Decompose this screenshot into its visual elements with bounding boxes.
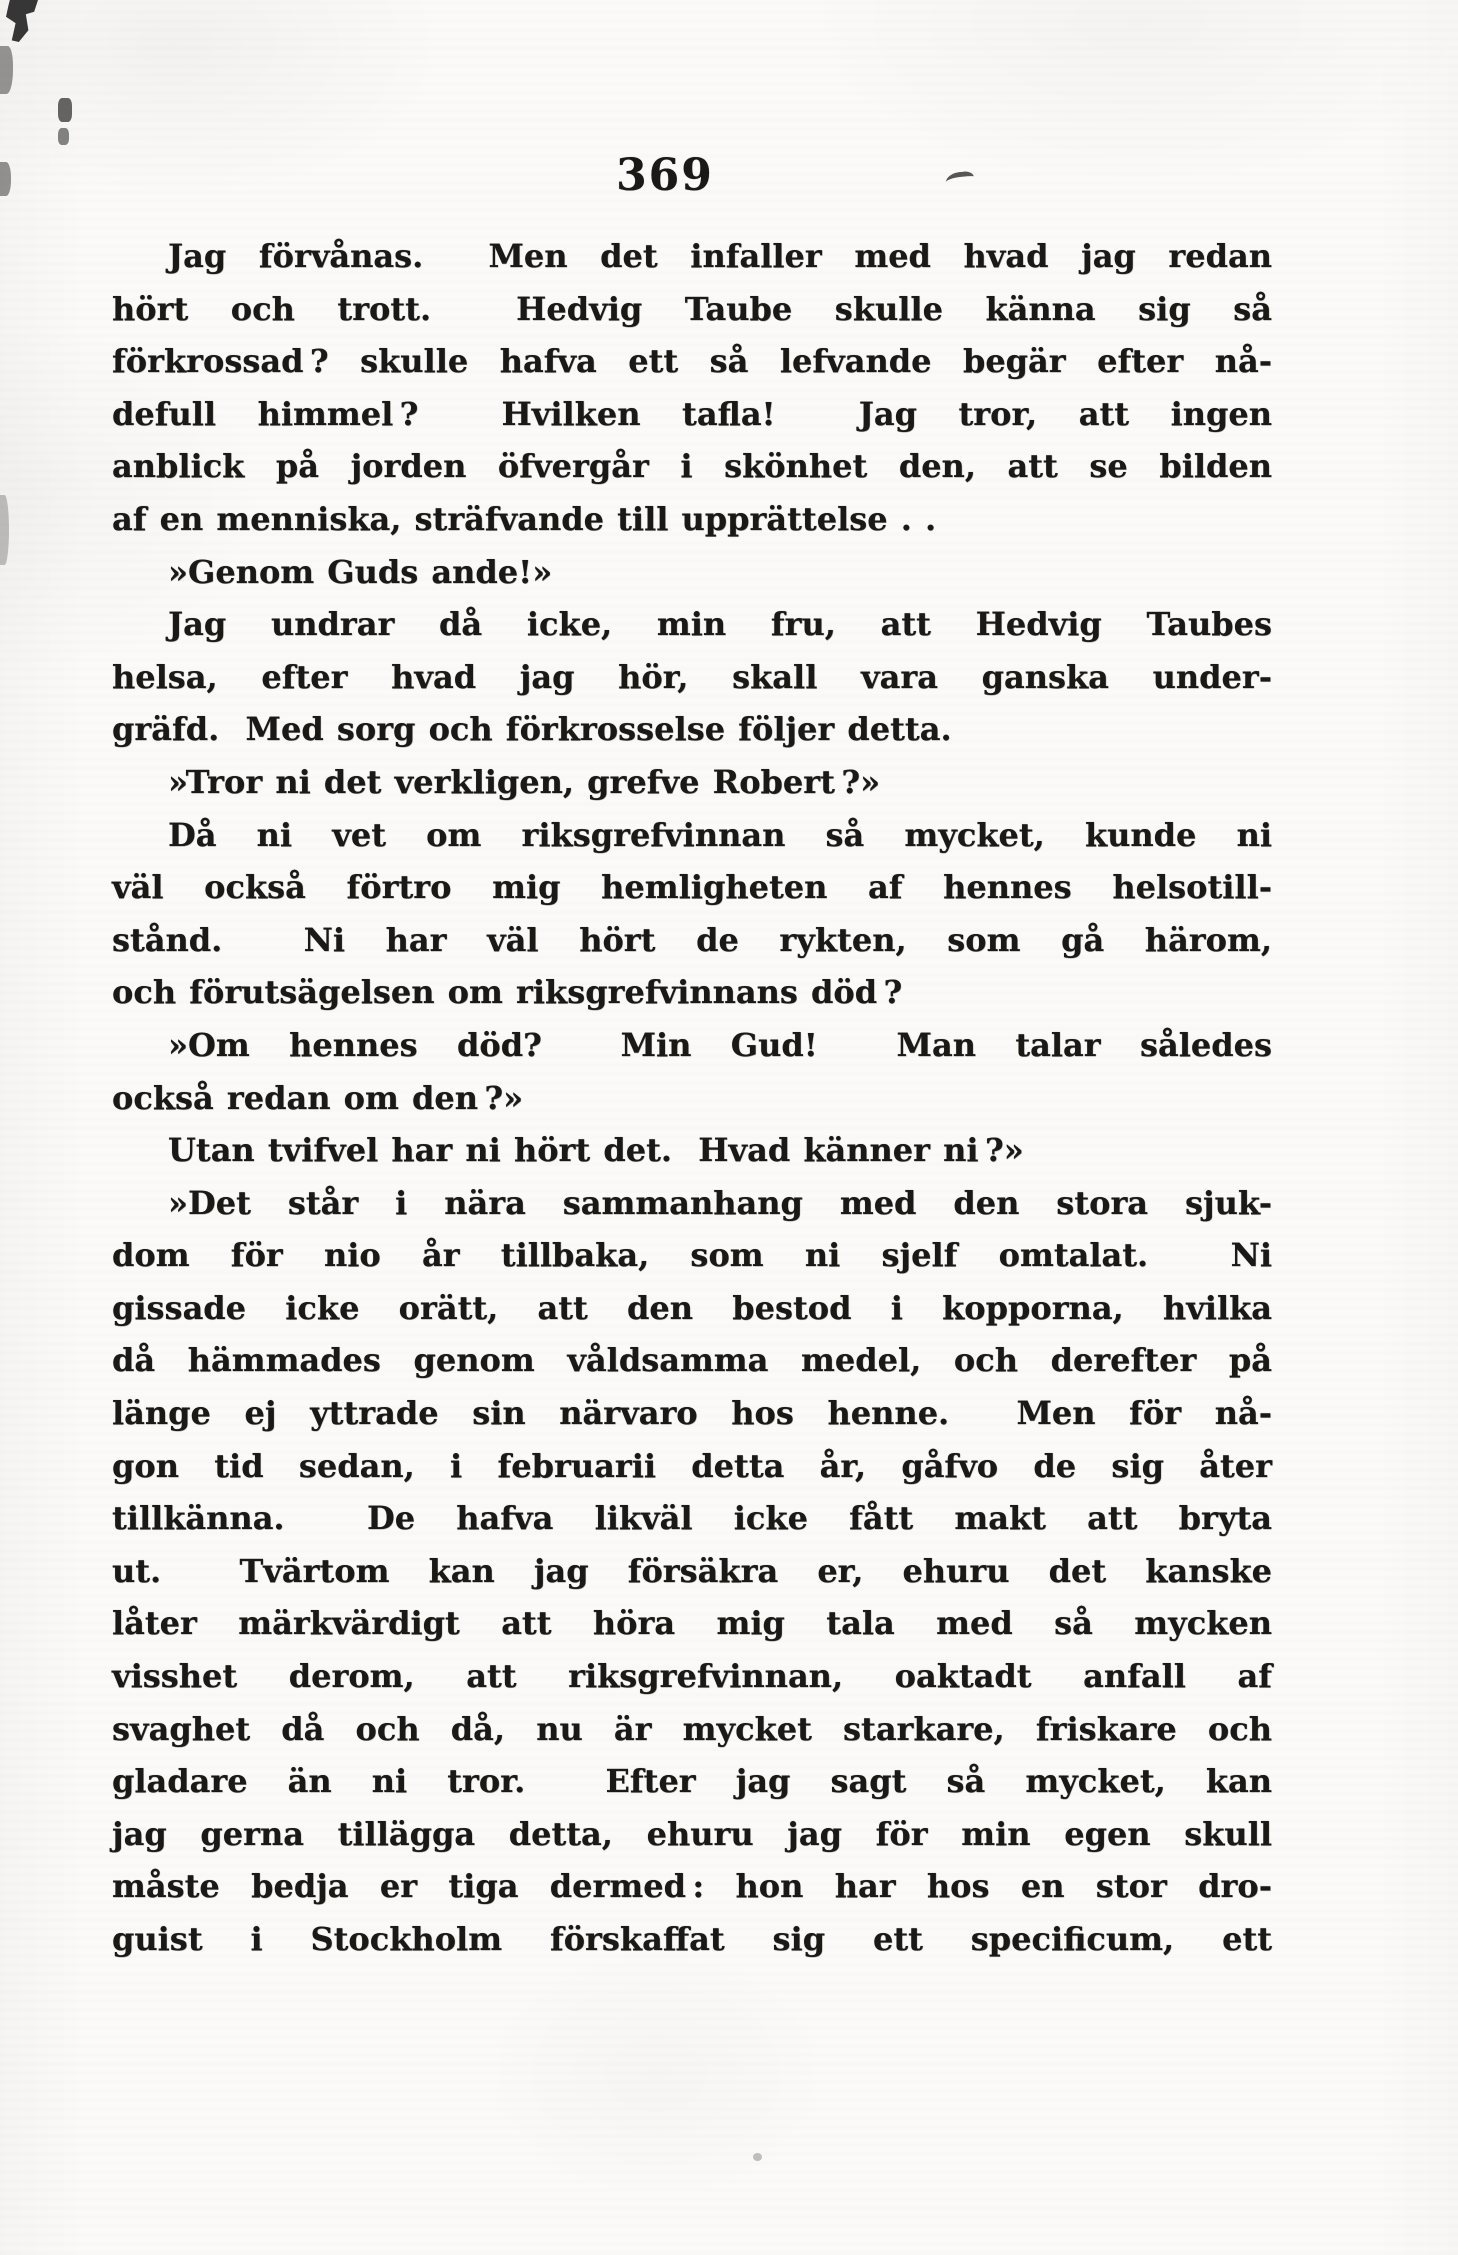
- scan-artifact-left-edge: [0, 46, 13, 94]
- text-line: Jag undrar då icke, min fru, att Hedvig Taubes: [168, 605, 1272, 644]
- text-line: anblick på jorden öfvergår i skönhet den, att se bilden: [112, 447, 1272, 486]
- text-line: Jag förvånas. Men det infaller med hvad jag redan: [168, 237, 1272, 275]
- text-line: Utan tvifvel har ni hört det. Hvad känner ni ?»: [168, 1131, 1024, 1170]
- text-line: visshet derom, att riksgrefvinnan, oaktadt anfall af: [112, 1657, 1272, 1696]
- text-line: helsa, efter hvad jag hör, skall vara ganska under-: [112, 657, 1272, 696]
- text-line: defull himmel ? Hvilken tafla! Jag tror, att ingen: [112, 394, 1272, 433]
- text-line: svaghet då och då, nu är mycket starkare, friskare och: [112, 1709, 1272, 1748]
- text-line: låter märkvärdigt att höra mig tala med så mycken: [112, 1604, 1272, 1643]
- text-line: då hämmades genom våldsamma medel, och derefter på: [112, 1341, 1272, 1380]
- text-line: gon tid sedan, i februarii detta år, gåfvo de sig åter: [112, 1446, 1272, 1485]
- text-line: tillkänna. De hafva likväl icke fått makt att bryta: [112, 1499, 1272, 1538]
- text-line: guist i Stockholm förskaffat sig ett specificum, ett: [112, 1920, 1272, 1958]
- scan-artifact-left-edge: [0, 495, 9, 565]
- scan-artifact-dot: [753, 2153, 762, 2161]
- text-line: också redan om den ?»: [112, 1078, 524, 1117]
- text-line: gissade icke orätt, att den bestod i kopporna, hvilka: [112, 1288, 1272, 1327]
- scan-artifact-left-edge: [0, 162, 11, 196]
- page-text: [112, 230, 1272, 1966]
- text-line: »Tror ni det verkligen, grefve Robert ?»: [168, 762, 881, 801]
- text-line: och förutsägelsen om riksgrefvinnans död ?: [112, 973, 903, 1012]
- text-line: gräfd. Med sorg och förkrosselse följer detta.: [112, 710, 952, 749]
- text-line: Då ni vet om riksgrefvinnan så mycket, kunde ni: [168, 815, 1272, 854]
- text-line: hört och trott. Hedvig Taube skulle känna sig så: [112, 289, 1272, 328]
- text-line: gladare än ni tror. Efter jag sagt så mycket, kan: [112, 1762, 1272, 1801]
- text-line: stånd. Ni har väl hört de rykten, som gå härom,: [112, 920, 1272, 959]
- text-line: ut. Tvärtom kan jag försäkra er, ehuru det kanske: [112, 1551, 1272, 1590]
- text-line: af en menniska, sträfvande till upprättelse . .: [112, 499, 937, 538]
- scan-artifact-tilde-smudge: [945, 171, 975, 190]
- text-line: »Genom Guds ande!»: [168, 552, 553, 591]
- text-line: förkrossad ? skulle hafva ett så lefvande begär efter nå-: [112, 342, 1272, 381]
- text-line: »Om hennes död? Min Gud! Man talar således: [168, 1025, 1272, 1064]
- text-line: väl också förtro mig hemligheten af hennes helsotill-: [112, 868, 1272, 907]
- text-line: länge ej yttrade sin närvaro hos henne. Men för nå-: [112, 1394, 1272, 1433]
- page-number: 369: [616, 150, 714, 201]
- scan-artifact-left-edge: [58, 98, 72, 122]
- scan-artifact-corner-ink: [6, 0, 38, 42]
- text-line: jag gerna tillägga detta, ehuru jag för min egen skull: [112, 1814, 1272, 1853]
- scan-artifact-left-edge: [58, 128, 69, 145]
- text-line: »Det står i nära sammanhang med den stora sjuk-: [168, 1183, 1272, 1222]
- text-line: måste bedja er tiga dermed : hon har hos en stor dro-: [112, 1867, 1272, 1906]
- text-line: dom för nio år tillbaka, som ni sjelf omtalat. Ni: [112, 1236, 1272, 1275]
